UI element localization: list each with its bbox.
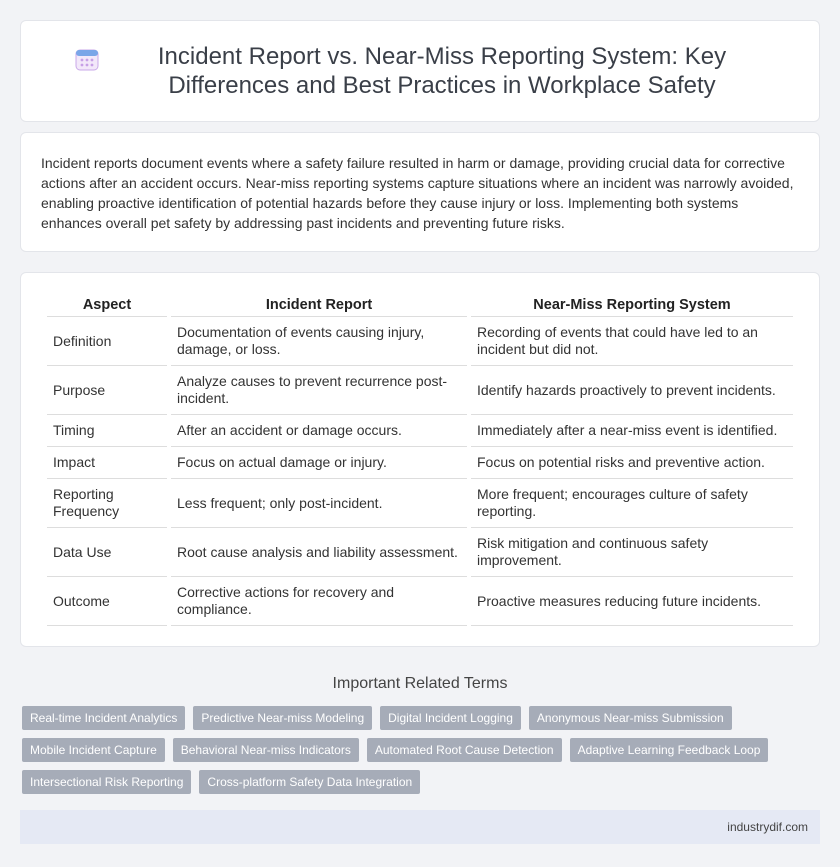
term-tag[interactable]: Behavioral Near-miss Indicators <box>173 738 359 762</box>
related-terms-title: Important Related Terms <box>332 675 508 692</box>
table-row <box>47 415 793 447</box>
related-terms-tags <box>22 706 820 802</box>
calendar-icon <box>73 45 101 73</box>
table-row <box>47 366 793 415</box>
page-title: Incident Report vs. Near-Miss Reporting System: Key Differences and Best Practices in Workplace Safety <box>157 43 727 99</box>
row-near-miss: More frequent; encourages culture of safety reporting. <box>471 479 793 528</box>
term-tag[interactable]: Cross-platform Safety Data Integration <box>199 770 420 794</box>
term-tag[interactable]: Real-time Incident Analytics <box>22 706 185 730</box>
row-aspect: Impact <box>47 447 167 479</box>
row-incident: Root cause analysis and liability assessment. <box>171 528 467 577</box>
row-near-miss: Immediately after a near-miss event is identified. <box>471 415 793 447</box>
term-tag[interactable]: Digital Incident Logging <box>380 706 521 730</box>
row-incident: Analyze causes to prevent recurrence post-incident. <box>171 366 467 415</box>
header-near-miss: Near-Miss Reporting System <box>471 293 793 317</box>
table-row <box>47 528 793 577</box>
header-aspect: Aspect <box>47 293 167 317</box>
row-aspect: Definition <box>47 317 167 366</box>
row-incident: Focus on actual damage or injury. <box>171 447 467 479</box>
term-tag[interactable]: Predictive Near-miss Modeling <box>193 706 372 730</box>
header-incident-report: Incident Report <box>171 293 467 317</box>
term-tag[interactable]: Anonymous Near-miss Submission <box>529 706 732 730</box>
term-tag[interactable]: Mobile Incident Capture <box>22 738 165 762</box>
row-incident: Less frequent; only post-incident. <box>171 479 467 528</box>
row-near-miss: Recording of events that could have led to an incident but did not. <box>471 317 793 366</box>
table-row <box>47 577 793 626</box>
term-tag[interactable]: Automated Root Cause Detection <box>367 738 562 762</box>
term-tag[interactable]: Adaptive Learning Feedback Loop <box>570 738 769 762</box>
table-row <box>47 479 793 528</box>
table-row <box>47 317 793 366</box>
intro-card <box>20 132 820 252</box>
table-row <box>47 447 793 479</box>
row-incident: Documentation of events causing injury, damage, or loss. <box>171 317 467 366</box>
row-aspect: Reporting Frequency <box>47 479 167 528</box>
title-card <box>20 20 820 122</box>
term-tag[interactable]: Intersectional Risk Reporting <box>22 770 191 794</box>
row-near-miss: Risk mitigation and continuous safety improvement. <box>471 528 793 577</box>
footer <box>20 810 820 844</box>
table-header-row <box>47 293 793 317</box>
comparison-table-card <box>20 272 820 647</box>
row-near-miss: Identify hazards proactively to prevent incidents. <box>471 366 793 415</box>
row-aspect: Timing <box>47 415 167 447</box>
row-incident: After an accident or damage occurs. <box>171 415 467 447</box>
row-near-miss: Focus on potential risks and preventive action. <box>471 447 793 479</box>
intro-paragraph: Incident reports document events where a safety failure resulted in harm or damage, providing crucial data for corrective actions after an accident occurs. Near-miss reporting systems capture situations where an incident was narrowly avoided, enabling proactive identification of potential hazards before they cause injury or loss. Implementing both systems enhances overall pet safety by addressing past incidents and preventing future risks. <box>41 155 794 231</box>
row-aspect: Purpose <box>47 366 167 415</box>
row-aspect: Data Use <box>47 528 167 577</box>
row-near-miss: Proactive measures reducing future incidents. <box>471 577 793 626</box>
comparison-table <box>43 293 797 626</box>
row-incident: Corrective actions for recovery and compliance. <box>171 577 467 626</box>
row-aspect: Outcome <box>47 577 167 626</box>
footer-site[interactable]: industrydif.com <box>727 820 808 834</box>
